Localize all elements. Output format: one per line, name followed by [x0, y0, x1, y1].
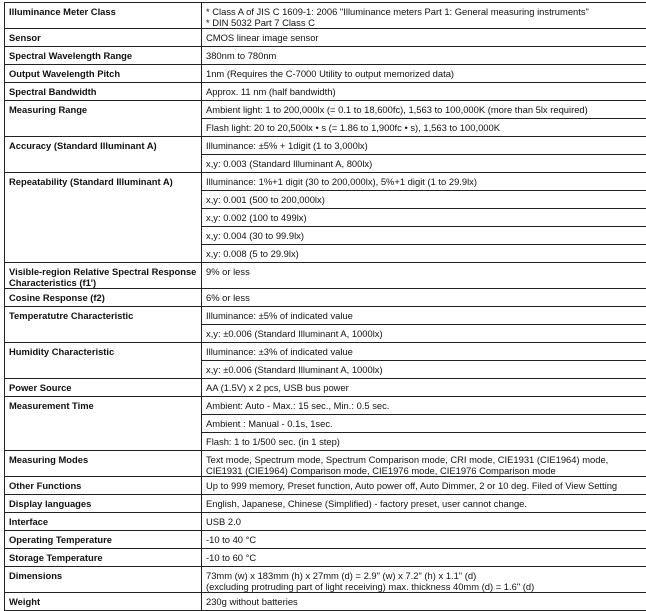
spec-value: 73mm (w) x 183mm (h) x 27mm (d) = 2.9" (w) x 7.2" (h) x 1.1" (d) (excluding protruding part of light receiving) max. thickness 40mm (d) = 1.6" (d)	[206, 570, 645, 592]
spec-label: Visible-region Relative Spectral Response Characteristics (f1')	[5, 263, 202, 289]
spec-label: Humidity Characteristic	[5, 343, 202, 379]
spec-value: 380nm to 780nm	[206, 50, 645, 61]
spec-label: Measurement Time	[5, 397, 202, 451]
spec-label: Dimensions	[5, 567, 202, 593]
spec-value: x,y: 0.002 (100 to 499lx)	[206, 212, 645, 223]
spec-row	[5, 593, 646, 611]
spec-label: Power Source	[5, 379, 202, 397]
spec-row	[5, 495, 646, 513]
spec-row	[5, 289, 646, 307]
spec-value: Illuminance: ±5% + 1digit (1 to 3,000lx)	[206, 140, 645, 151]
spec-row	[5, 307, 646, 325]
spec-value: x,y: ±0.006 (Standard Illuminant A, 1000lx)	[206, 328, 645, 339]
spec-value: Ambient: Auto - Max.: 15 sec., Min.: 0.5 sec.	[206, 400, 645, 411]
spec-label: Illuminance Meter Class	[5, 3, 202, 29]
spec-label: Measuring Range	[5, 101, 202, 137]
spec-label: Repeatability (Standard Illuminant A)	[5, 173, 202, 263]
spec-value: x,y: 0.001 (500 to 200,000lx)	[206, 194, 645, 205]
spec-value: USB 2.0	[206, 516, 645, 527]
spec-value: CMOS linear image sensor	[206, 32, 645, 43]
spec-row	[5, 137, 646, 155]
spec-value: Ambient : Manual - 0.1s, 1sec.	[206, 418, 645, 429]
spec-value: x,y: 0.004 (30 to 99.9lx)	[206, 230, 645, 241]
spec-value: -10 to 60 °C	[206, 552, 645, 563]
spec-value: Text mode, Spectrum mode, Spectrum Comparison mode, CRI mode, CIE1931 (CIE1964) mode, CIE1931 (CIE1964) Comparison mode, CIE1976 mode, CIE1976 Comparison mode	[206, 454, 645, 476]
spec-label: Interface	[5, 513, 202, 531]
spec-row	[5, 379, 646, 397]
spec-row	[5, 549, 646, 567]
spec-row	[5, 397, 646, 415]
spec-row	[5, 101, 646, 119]
spec-value: Illuminance: ±5% of indicated value	[206, 310, 645, 321]
spec-value: x,y: ±0.006 (Standard Illuminant A, 1000lx)	[206, 364, 645, 375]
spec-value: 6% or less	[206, 292, 645, 303]
spec-row	[5, 343, 646, 361]
spec-value: 230g without batteries	[206, 596, 645, 607]
spec-label: Sensor	[5, 29, 202, 47]
spec-label: Output Wavelength Pitch	[5, 65, 202, 83]
spec-row	[5, 29, 646, 47]
spec-value: * Class A of JIS C 1609-1: 2006 "Illuminance meters Part 1: General measuring instruments" * DIN 5032 Part 7 Class C	[206, 6, 645, 28]
spec-row	[5, 83, 646, 101]
spec-label: Temperatutre Characteristic	[5, 307, 202, 343]
spec-row	[5, 263, 646, 289]
spec-row	[5, 3, 646, 29]
spec-label: Weight	[5, 593, 202, 611]
spec-row	[5, 531, 646, 549]
spec-value: 9% or less	[206, 266, 645, 277]
specifications-table	[4, 2, 646, 611]
spec-row	[5, 173, 646, 191]
spec-value: Illuminance: ±3% of indicated value	[206, 346, 645, 357]
spec-label: Display languages	[5, 495, 202, 513]
spec-row	[5, 513, 646, 531]
spec-label: Cosine Response (f2)	[5, 289, 202, 307]
spec-value: English, Japanese, Chinese (Simplified) - factory preset, user cannot change.	[206, 498, 645, 509]
spec-label: Spectral Wavelength Range	[5, 47, 202, 65]
spec-value: Approx. 11 nm (half bandwidth)	[206, 86, 645, 97]
spec-label: Measuring Modes	[5, 451, 202, 477]
spec-label: Storage Temperature	[5, 549, 202, 567]
spec-value: Flash: 1 to 1/500 sec. (in 1 step)	[206, 436, 645, 447]
spec-value: AA (1.5V) x 2 pcs, USB bus power	[206, 382, 645, 393]
spec-value: Illuminance: 1%+1 digit (30 to 200,000lx), 5%+1 digit (1 to 29.9lx)	[206, 176, 645, 187]
spec-row	[5, 65, 646, 83]
spec-row	[5, 451, 646, 477]
spec-label: Accuracy (Standard Illuminant A)	[5, 137, 202, 173]
spec-value: Up to 999 memory, Preset function, Auto power off, Auto Dimmer, 2 or 10 deg. Filed of View Setting	[206, 480, 645, 491]
spec-row	[5, 47, 646, 65]
spec-value: Ambient light: 1 to 200,000lx (= 0.1 to 18,600fc), 1,563 to 100,000K (more than 5lx required)	[206, 104, 645, 115]
spec-label: Spectral Bandwidth	[5, 83, 202, 101]
spec-value: 1nm (Requires the C-7000 Utility to output memorized data)	[206, 68, 645, 79]
spec-value: -10 to 40 °C	[206, 534, 645, 545]
spec-value: x,y: 0.003 (Standard Illuminant A, 800lx)	[206, 158, 645, 169]
spec-label: Operating Temperature	[5, 531, 202, 549]
spec-row	[5, 477, 646, 495]
spec-value: Flash light: 20 to 20,500lx • s (= 1.86 to 1,900fc • s), 1,563 to 100,000K	[206, 122, 645, 133]
spec-label: Other Functions	[5, 477, 202, 495]
spec-value: x,y: 0.008 (5 to 29.9lx)	[206, 248, 645, 259]
spec-row	[5, 567, 646, 593]
